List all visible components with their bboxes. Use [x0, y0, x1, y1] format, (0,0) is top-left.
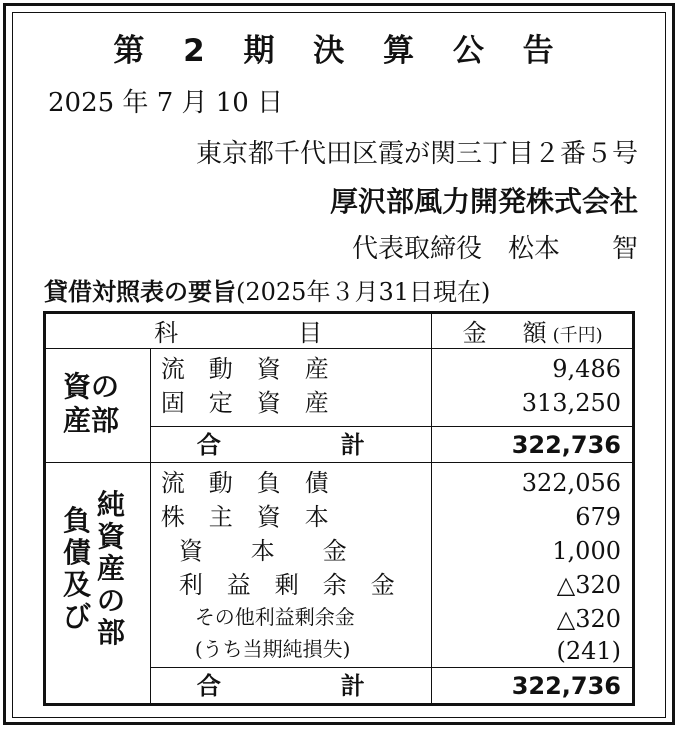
label-current-liabilities: 流 動 負 債	[160, 469, 329, 497]
table-header-row	[45, 313, 634, 349]
liabilities-category-col2: 純資産の部	[97, 488, 126, 649]
company-name: 厚沢部風力開発株式会社	[329, 185, 638, 218]
header-unit: (千円)	[552, 325, 603, 346]
representative: 代表取締役 松本 智	[351, 234, 638, 264]
liabilities-labels	[150, 463, 432, 668]
value-shareholders-equity: 679	[575, 503, 621, 531]
assets-total-value-cell	[432, 427, 634, 463]
label-retained-earnings: 利 益 剰 余 金	[178, 571, 395, 599]
assets-total-label: 合 計	[196, 431, 365, 459]
value-fixed-assets: 313,250	[521, 389, 621, 417]
header-amount-label: 金 額	[462, 319, 553, 347]
liabilities-total-value: 322,736	[511, 672, 621, 700]
value-retained-earnings: △320	[556, 571, 621, 599]
assets-labels	[150, 349, 432, 427]
label-other-retained-earnings: その他利益剰余金	[194, 605, 355, 629]
value-capital: 1,000	[552, 537, 621, 565]
label-fixed-assets: 固 定 資 産	[160, 389, 329, 417]
assets-category-line1: 資の	[63, 370, 120, 403]
section-as-of: (2025年３月31日現在)	[236, 278, 491, 306]
value-other-retained-earnings: △320	[556, 605, 621, 633]
label-current-assets: 流 動 資 産	[160, 355, 329, 383]
liabilities-values	[432, 463, 634, 668]
assets-category	[45, 349, 151, 463]
page-title: 第 2 期 決 算 公 告	[113, 33, 568, 69]
header-amount	[432, 313, 634, 349]
balance-sheet-table	[44, 312, 634, 704]
label-shareholders-equity: 株 主 資 本	[160, 503, 329, 531]
label-net-loss: (うち当期純損失)	[194, 637, 351, 661]
value-current-liabilities: 322,056	[521, 469, 621, 497]
value-net-loss: (241)	[556, 637, 621, 665]
assets-values	[432, 349, 634, 427]
notice-date: 2025 年 7 月 10 日	[48, 88, 284, 118]
value-current-assets: 9,486	[552, 355, 621, 383]
liabilities-total-value-cell	[432, 668, 634, 704]
assets-category-line2: 産部	[63, 404, 120, 437]
assets-total-label-cell	[150, 427, 432, 463]
section-heading: 貸借対照表の要旨	[44, 278, 236, 306]
liabilities-category-col1: 負債及び	[63, 504, 92, 633]
section-title	[44, 280, 490, 304]
liabilities-total-label-cell	[150, 668, 432, 704]
liabilities-rows	[45, 463, 634, 668]
liabilities-category	[45, 463, 151, 704]
header-item: 科 目	[45, 313, 432, 349]
label-capital: 資 本 金	[178, 537, 347, 565]
assets-rows	[45, 349, 634, 427]
assets-total-value: 322,736	[511, 431, 621, 459]
company-address: 東京都千代田区霞が関三丁目２番５号	[195, 139, 638, 169]
liabilities-total-label: 合 計	[196, 672, 365, 700]
